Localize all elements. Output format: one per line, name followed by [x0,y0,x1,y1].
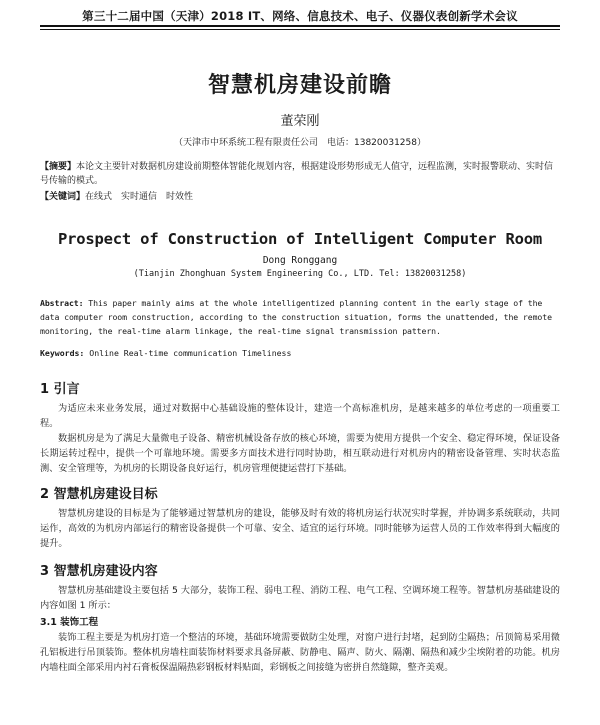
paper-title-en: Prospect of Construction of Intelligent Computer Room [58,230,542,248]
keywords-en [40,346,560,360]
section-1-paragraph-1: 为适应未来业务发展，通过对数据中心基础设施的整体设计，建造一个高标准机房，是越来越多的单位考虑的一项重要工程。 [40,403,560,429]
keywords-cn [40,190,560,204]
section-1-paragraph-2: 数据机房是为了满足大量微电子设备、精密机械设备存放的核心环境，需要为使用方提供一个安全、稳定得环境，保证设备长期运转过程中，提供一个可靠地环境。需要多方面技术进行同时协助，相互联动进行对机房内的精密设备管理、实时状态监测、安全管理等，为机房的长期设备良好运行，机房管理便捷运营打下基础。 [40,433,560,474]
affiliation-cn: （天津市中环系统工程有限责任公司 电话：13820031258） [174,138,426,148]
subsection-heading-3-1: 3.1 装饰工程 [40,617,99,628]
paper-title-cn: 智慧机房建设前瞻 [207,73,392,98]
conference-header: 第三十二届中国（天津）2018 IT、网络、信息技术、电子、仪器仪表创新学术会议 [82,9,518,23]
header-rule [40,25,560,27]
section-heading-3: 3 智慧机房建设内容 [40,564,158,579]
keywords-cn-label: 【关键词】 [40,192,86,202]
abstract-en-text: This paper mainly aims at the whole intelligentized planning content in the early stage of the data computer room construction, according to the construction situation, forms the unattended, the remote monitoring, the real-time alarm linkage, the real-time signal transmission pattern. [40,298,552,336]
affiliation-en: (Tianjin Zhonghuan System Engineering Co., LTD. Tel: 13820031258) [133,269,467,279]
keywords-cn-text: 在线式 实时通信 时效性 [85,192,194,202]
section-2-paragraph-1: 智慧机房建设的目标是为了能够通过智慧机房的建设，能够及时有效的将机房运行状况实时掌握，并协调多系统联动，共同运作，高效的为机房内部运行的精密设备提供一个可靠、安全、适宜的运行环境。同时能够为运营人员的工作效率得到大幅度的提升。 [40,508,560,549]
author-cn: 董荣刚 [280,114,320,129]
abstract-en-label: Abstract: [40,298,84,308]
section-heading-2: 2 智慧机房建设目标 [40,487,158,502]
abstract-cn-label: 【摘要】 [40,162,77,172]
abstract-cn [40,160,560,188]
keywords-en-text: Online Real-time communication Timeliness [84,348,292,358]
abstract-en [40,296,560,338]
header-rule-thin [40,29,560,30]
subsection-3-1-paragraph-1: 装饰工程主要是为机房打造一个整洁的环境，基础环境需要做防尘处理，对窗户进行封堵，起到防尘隔热；吊顶简易采用微孔铝板进行吊顶装饰。整体机房墙柱面装饰材料要求具备屏蔽、防静电、隔声、防火、隔潮、隔热和减少尘埃附着的功能。机房内墙柱面全部采用内衬石膏板保温隔热彩钢板材料贴面，彩钢板之间接缝为密拼自然缝隙，整齐美观。 [40,632,560,673]
abstract-cn-text: 本论文主要针对数据机房建设前期整体智能化规划内容，根据建设形势形成无人值守，远程监测，实时报警联动、实时信号传输的模式。 [40,162,554,186]
author-en: Dong Ronggang [262,255,338,266]
section-3-paragraph-1: 智慧机房基础建设主要包括 5 大部分，装饰工程、弱电工程、消防工程、电气工程、空调环境工程等。智慧机房基础建设的内容如图 1 所示： [40,585,560,611]
section-heading-1: 1 引言 [40,382,80,397]
keywords-en-label: Keywords: [40,348,85,358]
